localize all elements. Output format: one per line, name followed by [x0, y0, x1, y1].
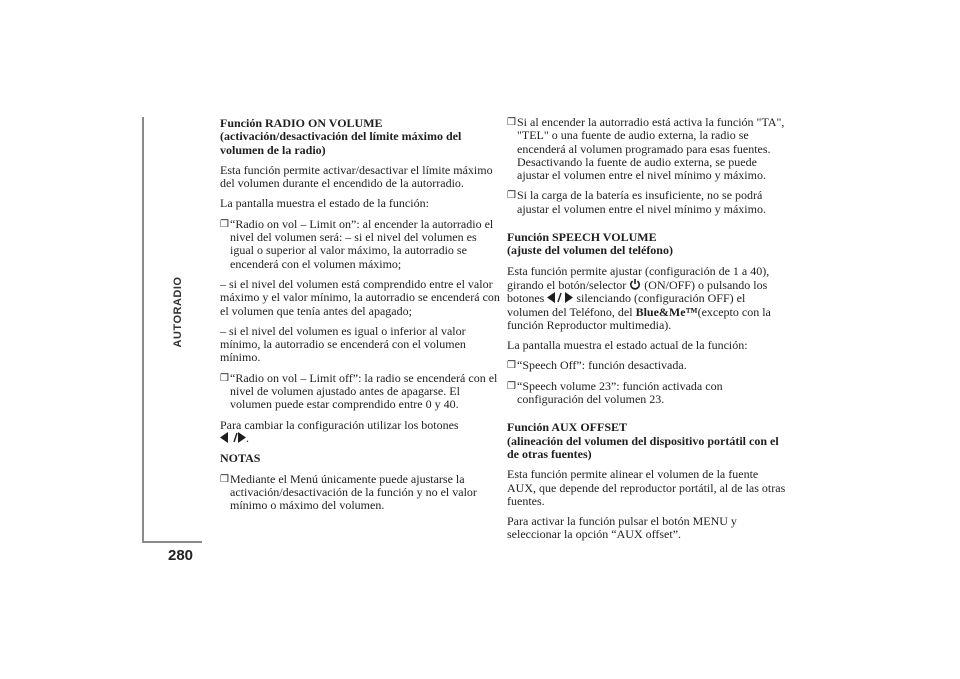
heading-subtitle: (activación/desactivación del límite máximo del volumen de la radio) [220, 129, 462, 157]
checkbox-bullet-icon: ❒ [220, 473, 229, 485]
list-item-text: Si al encender la autorradio está activa la función "TA", "TEL" o una fuente de audio externa, la radio se encenderá al volumen programado para esas fuentes. Desactivando la fuente de audio externa, se puede ajustar el volumen entre el nivel mínimo y máximo. [517, 115, 785, 183]
paragraph-text: (excepto con la función Reproductor multimedia). [507, 304, 771, 332]
paragraph: Esta función permite alinear el volumen de la fuente AUX, que depende del reproductor portátil, al de las otras fuentes. [507, 467, 786, 508]
checkbox-bullet-icon: ❒ [220, 218, 229, 230]
left-right-arrows-icon [547, 292, 573, 303]
radio-on-volume-heading [220, 117, 502, 157]
paragraph-end: . [246, 430, 249, 445]
heading-title: Función RADIO ON VOLUME [220, 116, 383, 130]
paragraph [507, 265, 789, 332]
list-item [507, 380, 789, 407]
paragraph: – si el nivel del volumen es igual o inferior al valor mínimo, la autorradio se encenderá con el volumen mínimo. [220, 323, 466, 365]
heading-subtitle: (alineación del volumen del dispositivo portátil con el de otras fuentes) [507, 433, 779, 461]
list-item-text: “Radio on vol – Limit on”: al encender la autorradio el nivel del volumen será: – si el nivel del volumen es igual o superior al valor máximo, la autorradio se encenderá con el volumen máximo; [230, 216, 494, 271]
list-item-text: Si la carga de la batería es insuficiente, no se podrá ajustar el volumen entre el nivel mínimo y máximo. [517, 188, 766, 216]
section-label: AUTORADIO [172, 276, 184, 348]
aux-offset-heading [507, 421, 789, 461]
paragraph: Esta función permite activar/desactivar el límite máximo del volumen durante el encendido de la autorradio. [220, 162, 493, 191]
checkbox-bullet-icon: ❒ [507, 360, 516, 372]
list-item [507, 359, 789, 372]
paragraph: – si el nivel del volumen está comprendido entre el valor máximo y el valor mínimo, la autorradio se encenderá con el volumen que tenía antes del apagado; [220, 276, 500, 318]
list-item [220, 218, 502, 271]
notes-heading: NOTAS [220, 451, 261, 466]
checkbox-bullet-icon: ❒ [507, 380, 516, 392]
checkbox-bullet-icon: ❒ [220, 372, 229, 384]
speech-volume-heading [507, 231, 789, 258]
list-item-text: “Speech Off”: función desactivada. [517, 358, 687, 373]
right-column [507, 116, 789, 549]
paragraph: Para activar la función pulsar el botón MENU y seleccionar la opción “AUX offset”. [507, 514, 737, 542]
list-item [220, 473, 502, 513]
paragraph-text: Para cambiar la configuración utilizar los botones [220, 417, 459, 432]
list-item-text: Mediante el Menú únicamente puede ajustarse la activación/desactivación de la función y no el valor mínimo o máximo del volumen. [230, 471, 477, 513]
paragraph-text: Esta función permite ajustar (configuración de 1 a 40), girando el botón/selector [507, 263, 770, 292]
paragraph: La pantalla muestra el estado actual de la función: [507, 338, 748, 353]
list-item-text: “Speech volume 23”: función activada con configuración del volumen 23. [517, 378, 723, 407]
list-item [220, 372, 502, 412]
list-item-text: “Radio on vol – Limit off”: la radio se encenderá con el nivel de volumen ajustado antes de apagarse. El volumen puede estar comprendido entre 0 y 40. [230, 370, 498, 412]
paragraph-text: (ON/OFF) o pulsando los botones [507, 277, 768, 306]
power-button-icon [629, 278, 641, 290]
checkbox-bullet-icon: ❒ [507, 190, 516, 202]
heading-subtitle: (ajuste del volumen del teléfono) [507, 243, 673, 258]
left-right-arrows-icon [220, 432, 246, 443]
page-number-rule [142, 541, 202, 543]
paragraph-text: silenciando (configuración OFF) el volumen del Teléfono, del [507, 291, 746, 319]
paragraph: La pantalla muestra el estado de la función: [220, 196, 429, 211]
brand-name: Blue&Me™ [635, 304, 698, 319]
checkbox-bullet-icon: ❒ [507, 117, 516, 128]
side-rule [142, 117, 144, 541]
left-column [220, 117, 502, 519]
list-item [507, 189, 789, 216]
heading-title: Función SPEECH VOLUME [507, 230, 657, 245]
paragraph [220, 419, 502, 446]
heading-title: Función AUX OFFSET [507, 420, 628, 435]
list-item [507, 116, 789, 182]
page-number: 280 [168, 547, 194, 564]
